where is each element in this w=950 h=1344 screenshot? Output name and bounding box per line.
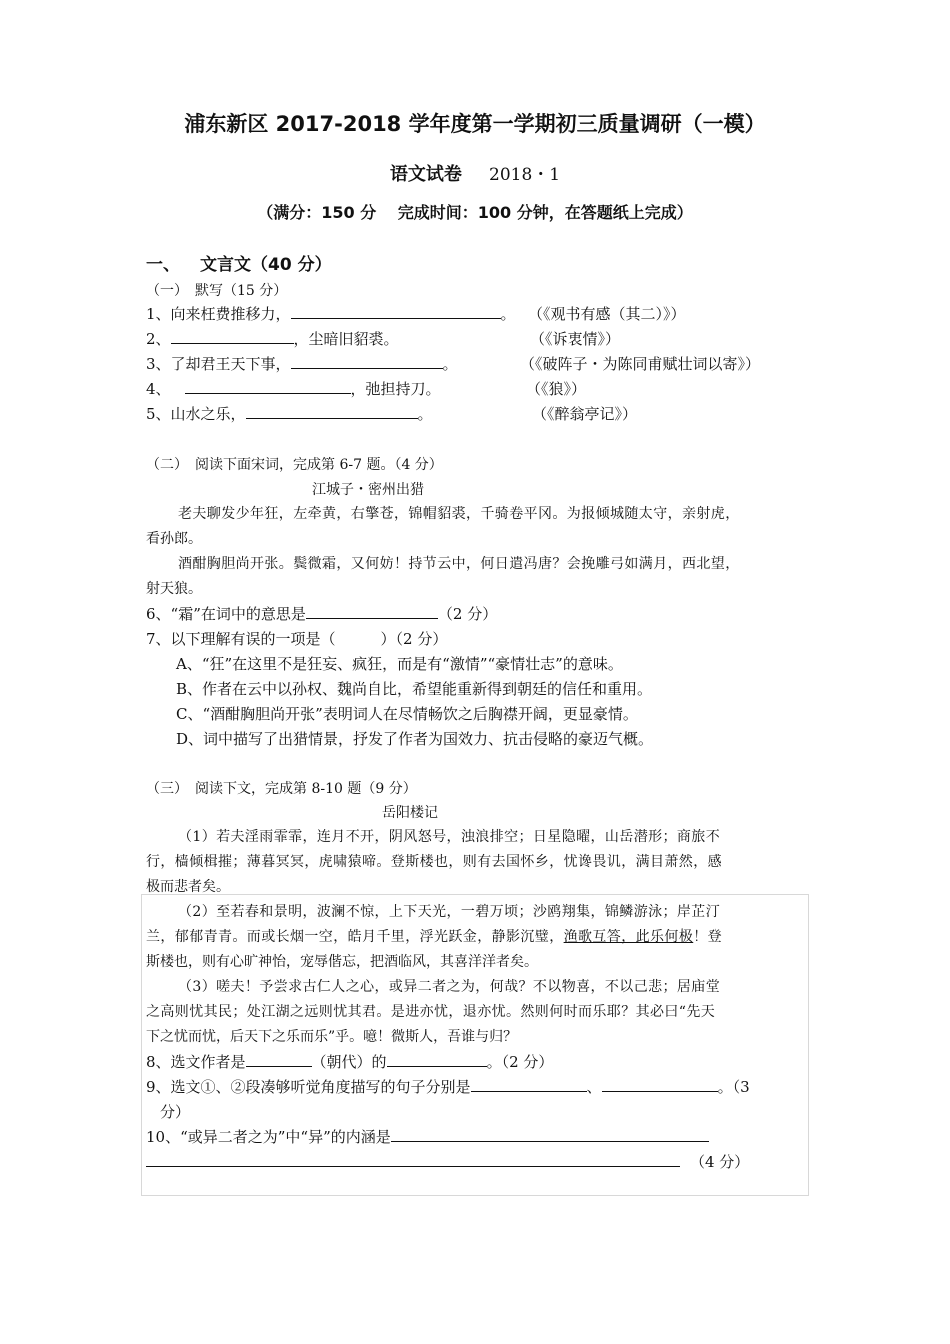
answer-blank[interactable] — [306, 604, 438, 619]
option-c: C、“酒酣胸胆尚开张”表明词人在尽情畅饮之后胸襟开阔，更显豪情。 — [176, 705, 638, 723]
question-score: 。（3 — [717, 1078, 750, 1096]
question-10-line2 — [146, 1151, 749, 1172]
answer-blank[interactable] — [471, 1077, 587, 1092]
dictation-source-5: （《醉翁亭记》） — [532, 405, 638, 423]
exam-date: 2018・1 — [489, 165, 561, 185]
section-heading-text: 文言文（40 分） — [200, 255, 332, 275]
passage-line: 之高则忧其民；处江湖之远则忧其君。是进亦忧，退亦忧。然则何时而乐耶？其必曰“先天 — [146, 1004, 716, 1020]
question-text: 8、选文作者是 — [146, 1053, 246, 1071]
exam-title: 浦东新区 2017-2018 学年度第一学期初三质量调研（一模） — [184, 112, 766, 136]
item-suffix: 。 — [442, 355, 458, 373]
item-prefix: 3、了却君王天下事， — [146, 355, 291, 373]
dictation-item-3 — [146, 353, 458, 374]
dictation-source-1: （《观书有感（其二）》） — [528, 305, 686, 323]
question-score: （2 分） — [437, 605, 498, 623]
answer-blank[interactable] — [146, 1152, 680, 1167]
question-score: （4 分） — [690, 1153, 750, 1171]
question-text: 10、“或异二者之为”中“异”的内涵是 — [146, 1128, 391, 1146]
item-prefix: 1、向来枉费推移力， — [146, 305, 291, 323]
answer-blank[interactable] — [291, 304, 501, 319]
question-6 — [146, 603, 497, 624]
part3-heading: （三） 阅读下文，完成第 8-10 题（9 分） — [146, 781, 417, 797]
item-suffix: 。 — [417, 405, 433, 423]
item-prefix: 2、 — [146, 330, 171, 348]
question-text: （朝代）的 — [311, 1053, 387, 1071]
dictation-source-4: （《狼》） — [526, 380, 587, 398]
part1-heading: （一） 默写（15 分） — [146, 283, 288, 299]
dictation-item-2 — [146, 328, 399, 349]
passage-line: （1）若夫淫雨霏霏，连月不开，阴风怒号，浊浪排空；日星隐曜，山岳潜形；商旅不 — [178, 829, 721, 845]
question-text: 6、“霜”在词中的意思是 — [146, 605, 306, 623]
passage-line: 下之忧而忧，后天下之乐而乐”乎。噫！微斯人，吾谁与归？ — [146, 1029, 518, 1045]
poem-line: 老夫聊发少年狂，左牵黄，右擎苍，锦帽貂裘，千骑卷平冈。为报倾城随太守，亲射虎， — [178, 506, 740, 522]
part2-heading: （二） 阅读下面宋词，完成第 6-7 题。（4 分） — [146, 457, 443, 473]
section-heading-number: 一、 — [146, 255, 180, 275]
item-prefix: 4、 — [146, 380, 171, 398]
exam-subtitle-line — [0, 160, 950, 186]
answer-blank[interactable] — [185, 379, 351, 394]
passage-line: （2）至若春和景明，波澜不惊，上下天光，一碧万顷；沙鸥翔集，锦鳞游泳；岸芷汀 — [178, 904, 721, 920]
exam-info: （满分：150 分 完成时间：100 分钟，在答题纸上完成） — [257, 203, 693, 222]
passage-text: ！登 — [693, 929, 723, 945]
answer-blank[interactable] — [387, 1052, 487, 1067]
passage-title: 岳阳楼记 — [382, 805, 438, 821]
passage-line — [146, 926, 722, 946]
item-suffix: ，弛担持刀。 — [350, 380, 441, 398]
answer-blank[interactable] — [391, 1127, 709, 1142]
exam-subject: 语文试卷 — [389, 164, 462, 185]
item-suffix: ，尘暗旧貂裘。 — [293, 330, 399, 348]
option-b: B、作者在云中以孙权、魏尚自比，希望能重新得到朝廷的信任和重用。 — [176, 680, 653, 698]
dictation-item-1 — [146, 303, 516, 324]
question-8 — [146, 1051, 553, 1072]
answer-blank[interactable] — [602, 1077, 718, 1092]
option-a: A、“狂”在这里不是狂妄、疯狂，而是有“激情”“豪情壮志”的意味。 — [176, 655, 623, 673]
poem-line: 酒酣胸胆尚开张。鬓微霜，又何妨！持节云中，何日遣冯唐？会挽雕弓如满月，西北望， — [178, 556, 740, 572]
question-score: 。（2 分） — [486, 1053, 554, 1071]
question-10 — [146, 1126, 709, 1147]
question-9 — [146, 1076, 750, 1097]
dictation-item-4 — [146, 378, 441, 399]
answer-blank[interactable] — [246, 404, 418, 419]
item-prefix: 5、山水之乐， — [146, 405, 246, 423]
dictation-item-5 — [146, 403, 433, 424]
option-d: D、词中描写了出猎情景，抒发了作者为国效力、抗击侵略的豪迈气概。 — [176, 730, 654, 748]
question-text: 9、选文①、②段凑够听觉角度描写的句子分别是 — [146, 1078, 471, 1096]
underlined-sentence: 渔歌互答，此乐何极 — [563, 929, 694, 945]
poem-title: 江城子・密州出猎 — [312, 482, 424, 498]
dictation-source-3: （《破阵子・为陈同甫赋壮词以寄》） — [520, 355, 761, 373]
answer-blank[interactable] — [246, 1052, 312, 1067]
passage-line: 斯楼也，则有心旷神怡，宠辱偕忘，把酒临风，其喜洋洋者矣。 — [146, 954, 538, 970]
question-9-score-cont: 分） — [160, 1103, 191, 1121]
question-text: 、 — [586, 1078, 602, 1096]
passage-line: 行，樯倾楫摧；薄暮冥冥，虎啸猿啼。登斯楼也，则有去国怀乡，忧谗畏讥，满目萧然，感 — [146, 854, 722, 870]
answer-blank[interactable] — [291, 354, 443, 369]
question-7: 7、以下理解有误的一项是（ ）（2 分） — [146, 630, 448, 648]
answer-blank[interactable] — [171, 329, 294, 344]
poem-line: 射天狼。 — [146, 581, 202, 597]
poem-line: 看孙郎。 — [146, 531, 202, 547]
item-suffix: 。 — [500, 305, 516, 323]
dictation-source-2: （《诉衷情》） — [530, 330, 621, 348]
passage-line: （3）嗟夫！予尝求古仁人之心，或异二者之为，何哉？不以物喜，不以己悲；居庙堂 — [178, 979, 721, 995]
passage-text: 兰，郁郁青青。而或长烟一空，皓月千里，浮光跃金，静影沉璧， — [146, 929, 564, 945]
passage-line: 极而悲者矣。 — [146, 879, 230, 895]
